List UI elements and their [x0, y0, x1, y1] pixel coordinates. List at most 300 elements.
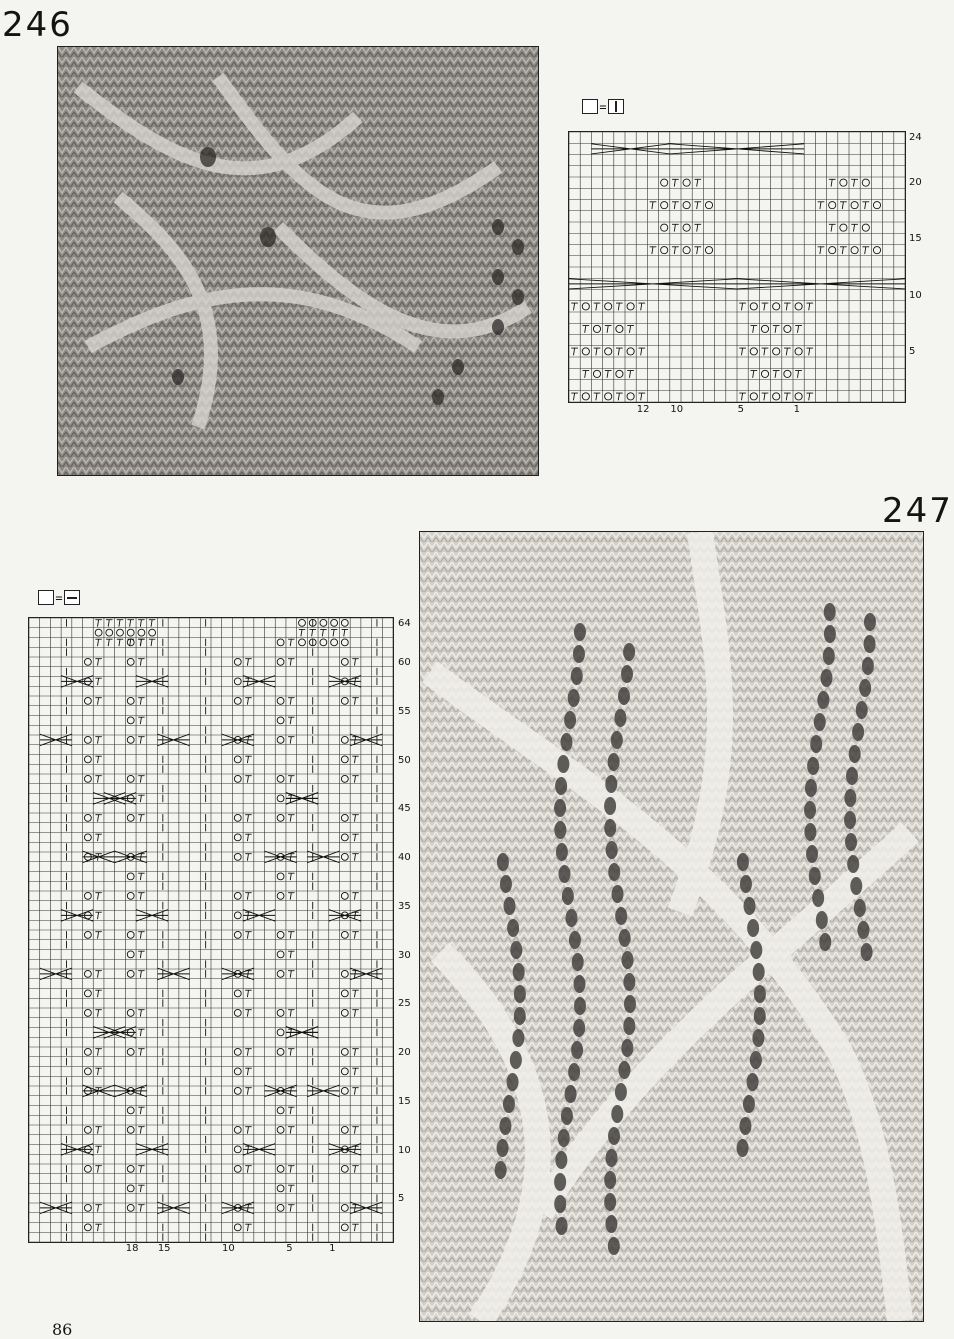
cable-cross-symbol	[569, 279, 737, 289]
decrease-symbol	[288, 873, 294, 880]
decrease-symbol	[352, 1224, 358, 1231]
row-number-label: 10	[909, 289, 922, 301]
row-number-label: 64	[398, 618, 411, 629]
yarn-over-symbol	[234, 1009, 241, 1016]
column-number-label: 5	[737, 404, 744, 415]
yarn-over-symbol	[683, 179, 690, 186]
decrease-symbol	[288, 717, 294, 724]
eyelet-hole	[817, 691, 829, 709]
decrease-symbol	[352, 834, 358, 841]
decrease-symbol	[288, 776, 294, 783]
yarn-over-symbol	[234, 697, 241, 704]
cable-cross-symbol	[136, 676, 168, 688]
eyelet-hole	[497, 1139, 509, 1157]
decrease-symbol	[352, 659, 358, 666]
decrease-symbol	[95, 1049, 101, 1056]
decrease-symbol	[342, 629, 348, 636]
cable-cross-symbol	[350, 968, 382, 980]
decrease-symbol	[95, 756, 101, 763]
yarn-over-symbol	[862, 179, 869, 186]
decrease-symbol	[138, 1029, 144, 1036]
eyelet-hole	[573, 645, 585, 663]
eyelet-hole	[558, 1129, 570, 1147]
cable-cross-symbol	[222, 1202, 254, 1214]
decrease-symbol	[138, 873, 144, 880]
yarn-over-symbol	[234, 1126, 241, 1133]
decrease-symbol	[750, 326, 757, 333]
decrease-symbol	[288, 1185, 294, 1192]
yarn-over-symbol	[851, 247, 858, 254]
yarn-over-symbol	[127, 1126, 134, 1133]
decrease-symbol	[288, 1205, 294, 1212]
decrease-symbol	[829, 179, 836, 186]
decrease-symbol	[245, 1049, 251, 1056]
eyelet-hole	[512, 1029, 524, 1047]
pattern-246-photo	[57, 46, 539, 476]
eyelet-hole	[807, 757, 819, 775]
eyelet-hole	[500, 875, 512, 893]
decrease-symbol	[851, 179, 858, 186]
yarn-over-symbol	[341, 1068, 348, 1075]
decrease-symbol	[245, 698, 251, 705]
yarn-over-symbol	[627, 348, 634, 355]
yarn-over-symbol	[234, 912, 241, 919]
yarn-over-symbol	[84, 775, 91, 782]
row-number-label: 20	[398, 1047, 411, 1058]
yarn-over-symbol	[127, 892, 134, 899]
decrease-symbol	[138, 1166, 144, 1173]
decrease-symbol	[245, 659, 251, 666]
decrease-symbol	[818, 202, 825, 209]
row-number-label: 20	[909, 177, 922, 188]
cable-cross-symbol	[286, 793, 318, 805]
decrease-symbol	[288, 951, 294, 958]
yarn-over-symbol	[84, 1126, 91, 1133]
eyelet-hole	[556, 1217, 568, 1235]
eyelet-hole	[864, 613, 876, 631]
eyelet-hole	[568, 689, 580, 707]
eyelet-hole	[824, 625, 836, 643]
decrease-symbol	[806, 303, 813, 310]
yarn-over-symbol	[84, 756, 91, 763]
yarn-over-symbol	[661, 247, 668, 254]
yarn-over-symbol	[341, 814, 348, 821]
cable-cross-symbol	[61, 1144, 93, 1156]
decrease-symbol	[571, 348, 578, 355]
yarn-over-symbol	[829, 247, 836, 254]
eyelet-hole	[611, 1105, 623, 1123]
decrease-symbol	[138, 1010, 144, 1017]
decrease-symbol	[638, 393, 645, 400]
decrease-symbol	[138, 659, 144, 666]
decrease-symbol	[352, 1166, 358, 1173]
decrease-symbol	[571, 393, 578, 400]
yarn-over-symbol	[84, 970, 91, 977]
decrease-symbol	[106, 620, 112, 627]
eyelet-hole	[805, 779, 817, 797]
yarn-over-symbol	[616, 370, 623, 377]
yarn-over-symbol	[341, 775, 348, 782]
yarn-over-symbol	[106, 629, 113, 636]
eyelet-hole	[554, 821, 566, 839]
yarn-over-symbol	[127, 1009, 134, 1016]
cable-cross-symbol	[591, 144, 669, 154]
eyelet-hole	[864, 635, 876, 653]
decrease-symbol	[138, 620, 144, 627]
decrease-symbol	[594, 348, 601, 355]
decrease-symbol	[138, 932, 144, 939]
decrease-symbol	[352, 893, 358, 900]
cable-cross-symbol	[157, 968, 189, 980]
yarn-over-symbol	[127, 629, 134, 636]
yarn-over-symbol	[616, 325, 623, 332]
yarn-over-symbol	[234, 834, 241, 841]
yarn-over-symbol	[277, 697, 284, 704]
eyelet-hole	[850, 877, 862, 895]
yarn-over-symbol	[234, 775, 241, 782]
yarn-over-symbol	[341, 1087, 348, 1094]
decrease-symbol	[245, 776, 251, 783]
yarn-over-symbol	[582, 393, 589, 400]
decrease-symbol	[840, 247, 847, 254]
decrease-symbol	[352, 776, 358, 783]
yarn-over-symbol	[705, 247, 712, 254]
decrease-symbol	[95, 1166, 101, 1173]
yarn-over-symbol	[341, 1224, 348, 1231]
row-number-label: 5	[909, 345, 916, 357]
yarn-over-symbol	[127, 775, 134, 782]
decrease-symbol	[862, 202, 869, 209]
eyelet-hole	[612, 885, 624, 903]
decrease-symbol	[795, 326, 802, 333]
eyelet-hole	[618, 1061, 630, 1079]
eyelet-hole	[750, 1051, 762, 1069]
pattern-247-knit-texture	[420, 532, 923, 1321]
decrease-symbol	[352, 1127, 358, 1134]
yarn-over-symbol	[277, 1029, 284, 1036]
row-number-label: 30	[398, 949, 411, 961]
yarn-over-symbol	[234, 1068, 241, 1075]
yarn-over-symbol	[582, 303, 589, 310]
eyelet-hole	[560, 733, 572, 751]
yarn-over-symbol	[234, 1224, 241, 1231]
cable-cross-symbol	[157, 734, 189, 746]
decrease-symbol	[138, 951, 144, 958]
yarn-over-symbol	[627, 303, 634, 310]
decrease-symbol	[829, 224, 836, 231]
eyelet-hole	[615, 907, 627, 925]
eyelet-hole	[857, 921, 869, 939]
yarn-over-symbol	[127, 1185, 134, 1192]
yarn-over-symbol	[277, 775, 284, 782]
decrease-symbol	[288, 698, 294, 705]
decrease-symbol	[95, 737, 101, 744]
yarn-over-symbol	[605, 303, 612, 310]
cable-cross-symbol	[222, 968, 254, 980]
yarn-over-symbol	[683, 224, 690, 231]
eyelet-hole	[604, 1171, 616, 1189]
eyelet-hole	[514, 1007, 526, 1025]
yarn-over-symbol	[277, 736, 284, 743]
cable-cross-symbol	[222, 734, 254, 746]
decrease-symbol	[95, 815, 101, 822]
eyelet-hole	[623, 973, 635, 991]
legend-knit-symbol-icon	[608, 99, 624, 114]
cable-cross-symbol	[61, 676, 93, 688]
yarn-over-symbol	[593, 370, 600, 377]
decrease-symbol	[352, 1088, 358, 1095]
decrease-symbol	[605, 326, 612, 333]
cable-cross-symbol	[157, 1202, 189, 1214]
column-number-label: 5	[286, 1243, 293, 1254]
yarn-over-symbol	[127, 658, 134, 665]
yarn-over-symbol	[117, 629, 124, 636]
yarn-over-symbol	[795, 303, 802, 310]
decrease-symbol	[245, 1068, 251, 1075]
decrease-symbol	[95, 639, 101, 646]
eyelet-hole	[604, 819, 616, 837]
yarn-over-symbol	[127, 1107, 134, 1114]
eyelet-hole	[554, 799, 566, 817]
decrease-symbol	[288, 1010, 294, 1017]
yarn-over-symbol	[605, 348, 612, 355]
row-number-label: 50	[398, 754, 411, 766]
eyelet-hole	[844, 789, 856, 807]
yarn-over-symbol	[773, 393, 780, 400]
yarn-over-symbol	[750, 303, 757, 310]
legend-purl-symbol-icon	[64, 590, 80, 605]
column-number-label: 18	[125, 1243, 139, 1254]
eyelet-hole	[823, 647, 835, 665]
eyelet-hole	[513, 963, 525, 981]
column-number-label: 1	[329, 1243, 336, 1254]
decrease-symbol	[138, 737, 144, 744]
yarn-over-symbol	[277, 814, 284, 821]
eyelet-hole	[845, 833, 857, 851]
yarn-over-symbol	[341, 697, 348, 704]
eyelet-hole	[737, 853, 749, 871]
decrease-symbol	[245, 893, 251, 900]
eyelet-hole	[816, 911, 828, 929]
yarn-over-symbol	[277, 1204, 284, 1211]
yarn-over-symbol	[761, 370, 768, 377]
eyelet-hole	[606, 841, 618, 859]
cable-cross-symbol	[136, 910, 168, 922]
decrease-symbol	[138, 1185, 144, 1192]
pattern-247-photo	[419, 531, 924, 1322]
decrease-symbol	[331, 629, 337, 636]
decrease-symbol	[806, 348, 813, 355]
eyelet-hole	[615, 1083, 627, 1101]
legend-empty-square	[38, 590, 54, 605]
yarn-over-symbol	[277, 1126, 284, 1133]
cable-cross-symbol	[329, 910, 361, 922]
row-number-label: 15	[398, 1095, 411, 1107]
decrease-symbol	[582, 371, 589, 378]
decrease-symbol	[288, 815, 294, 822]
yarn-over-symbol	[773, 348, 780, 355]
decrease-symbol	[672, 202, 679, 209]
eyelet-hole	[507, 919, 519, 937]
yarn-over-symbol	[341, 1165, 348, 1172]
decrease-symbol	[616, 393, 623, 400]
decrease-symbol	[288, 1049, 294, 1056]
decrease-symbol	[352, 1010, 358, 1017]
legend-empty-square	[582, 99, 598, 114]
eyelet-hole	[814, 713, 826, 731]
decrease-symbol	[245, 1010, 251, 1017]
yarn-over-symbol	[84, 1165, 91, 1172]
eyelet-hole	[604, 797, 616, 815]
yarn-over-symbol	[277, 1185, 284, 1192]
yarn-over-symbol	[320, 639, 327, 646]
decrease-symbol	[288, 893, 294, 900]
eyelet-hole	[846, 767, 858, 785]
yarn-over-symbol	[127, 951, 134, 958]
eyelet-hole	[750, 941, 762, 959]
yarn-over-symbol	[234, 931, 241, 938]
yarn-over-symbol	[851, 202, 858, 209]
eyelet-hole	[859, 679, 871, 697]
cable-cross-symbol	[329, 1144, 361, 1156]
column-number-label: 15	[157, 1243, 171, 1254]
decrease-symbol	[288, 971, 294, 978]
yarn-over-symbol	[277, 658, 284, 665]
cable-cross-symbol	[40, 734, 72, 746]
yarn-over-symbol	[84, 814, 91, 821]
decrease-symbol	[117, 620, 123, 627]
yarn-over-symbol	[234, 756, 241, 763]
yarn-over-symbol	[331, 639, 338, 646]
decrease-symbol	[299, 629, 305, 636]
eyelet-hole	[554, 1173, 566, 1191]
yarn-over-symbol	[234, 658, 241, 665]
yarn-over-symbol	[582, 348, 589, 355]
decrease-symbol	[138, 815, 144, 822]
eyelet-hole	[739, 1117, 751, 1135]
decrease-symbol	[288, 1166, 294, 1173]
decrease-symbol	[245, 815, 251, 822]
decrease-symbol	[245, 1088, 251, 1095]
decrease-symbol	[138, 698, 144, 705]
yarn-over-symbol	[341, 970, 348, 977]
decrease-symbol	[245, 756, 251, 763]
yarn-over-symbol	[277, 1048, 284, 1055]
cable-cross-symbol	[136, 1144, 168, 1156]
eyelet-hole	[571, 1041, 583, 1059]
cable-cross-symbol	[350, 1202, 382, 1214]
yarn-over-symbol	[234, 990, 241, 997]
eyelet-hole	[557, 755, 569, 773]
eyelet-hole	[810, 735, 822, 753]
decrease-symbol	[594, 393, 601, 400]
eyelet-hole	[611, 731, 623, 749]
eyelet-hole	[604, 1193, 616, 1211]
pattern-247-chart	[28, 617, 394, 1243]
decrease-symbol	[750, 371, 757, 378]
decrease-symbol	[245, 1224, 251, 1231]
eyelet-hole	[809, 867, 821, 885]
pattern-246-chart	[568, 131, 906, 403]
decrease-symbol	[117, 639, 123, 646]
eyelet-hole	[621, 665, 633, 683]
yarn-over-symbol	[341, 736, 348, 743]
yarn-over-symbol	[234, 1087, 241, 1094]
decrease-symbol	[694, 224, 701, 231]
decrease-symbol	[95, 620, 101, 627]
column-number-label: 10	[670, 404, 684, 415]
yarn-over-symbol	[234, 814, 241, 821]
yarn-over-symbol	[705, 202, 712, 209]
eyelet-hole	[569, 931, 581, 949]
decrease-symbol	[672, 224, 679, 231]
yarn-over-symbol	[341, 1009, 348, 1016]
decrease-symbol	[95, 1146, 101, 1153]
eyelet-hole	[747, 1073, 759, 1091]
row-number-label: 10	[398, 1144, 411, 1156]
yarn-over-symbol	[84, 1224, 91, 1231]
eyelet-hole	[824, 603, 836, 621]
yarn-over-symbol	[84, 892, 91, 899]
yarn-over-symbol	[683, 247, 690, 254]
yarn-over-symbol	[84, 931, 91, 938]
decrease-symbol	[694, 179, 701, 186]
eyelet-hole	[624, 995, 636, 1013]
decrease-symbol	[784, 348, 791, 355]
row-number-label: 40	[398, 852, 411, 863]
eyelet-hole	[507, 1073, 519, 1091]
cable-cross-symbol	[243, 910, 275, 922]
yarn-over-symbol	[341, 892, 348, 899]
pattern-246-number: 246	[2, 5, 73, 45]
decrease-symbol	[352, 990, 358, 997]
decrease-symbol	[352, 932, 358, 939]
cable-cross-symbol	[61, 910, 93, 922]
yarn-over-symbol	[341, 1048, 348, 1055]
eyelet-hole	[753, 963, 765, 981]
decrease-symbol	[594, 303, 601, 310]
yarn-over-symbol	[234, 892, 241, 899]
eyelet-hole	[562, 887, 574, 905]
cable-cross-symbol	[265, 1085, 297, 1097]
yarn-over-symbol	[84, 1009, 91, 1016]
cable-cross-symbol	[83, 851, 115, 863]
decrease-symbol	[245, 932, 251, 939]
eyelet-hole	[619, 929, 631, 947]
eyelet-hole	[510, 941, 522, 959]
decrease-symbol	[95, 1127, 101, 1134]
yarn-over-symbol	[277, 795, 284, 802]
decrease-symbol	[806, 393, 813, 400]
eyelet-hole	[854, 899, 866, 917]
decrease-symbol	[862, 247, 869, 254]
decrease-symbol	[616, 303, 623, 310]
eyelet-hole	[737, 1139, 749, 1157]
yarn-over-symbol	[277, 717, 284, 724]
decrease-symbol	[245, 854, 251, 861]
yarn-over-symbol	[341, 756, 348, 763]
column-number-label: 10	[222, 1243, 235, 1254]
decrease-symbol	[138, 1107, 144, 1114]
eyelet-hole	[852, 723, 864, 741]
decrease-symbol	[149, 620, 155, 627]
decrease-symbol	[605, 371, 612, 378]
decrease-symbol	[288, 1127, 294, 1134]
eyelet-hole	[573, 1019, 585, 1037]
eyelet-hole	[819, 933, 831, 951]
decrease-symbol	[138, 893, 144, 900]
eyelet-hole	[614, 709, 626, 727]
